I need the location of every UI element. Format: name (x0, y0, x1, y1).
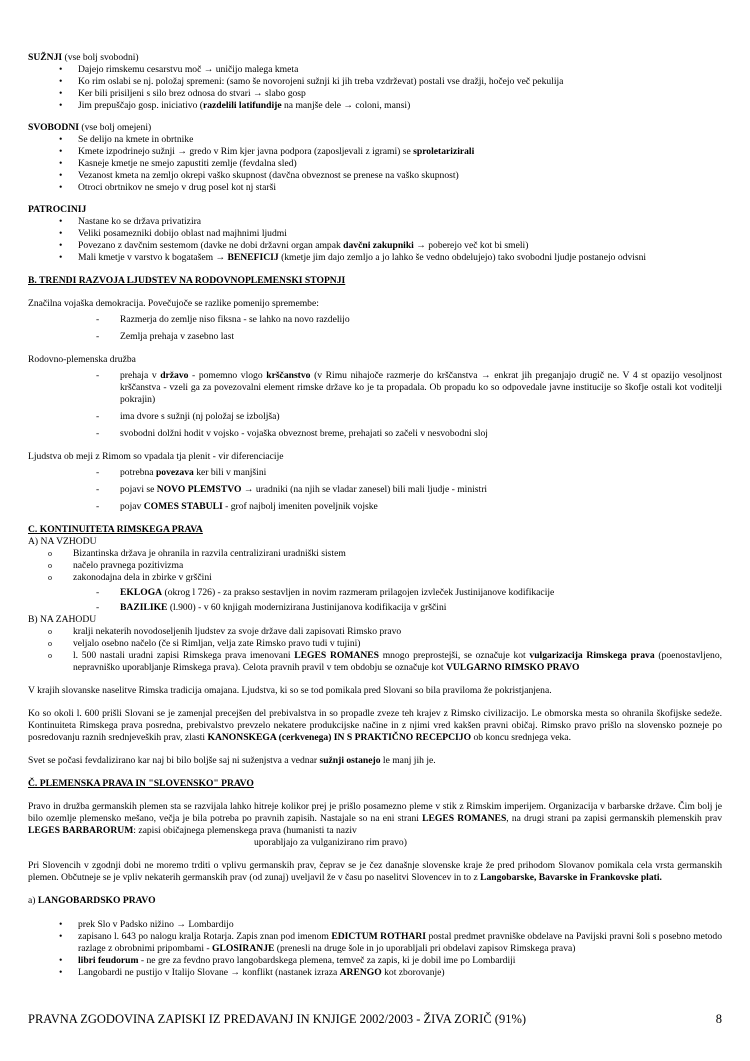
list-item (28, 501, 722, 513)
bold-text: Langobarske, Bavarske in Frankovske plati. (480, 872, 662, 883)
list-item (28, 931, 722, 955)
bullet-icon: • (59, 240, 63, 251)
text: A) NA VZHODU (28, 536, 97, 547)
list-item (28, 650, 722, 674)
bold-text: PATROCINIJ (28, 204, 87, 215)
text: (v Rimu nihajoče razmerje do krščanstva → enkrat jih preganjajo drugič ne. V 4 st opazijo vesoljnost krščanstva - vzeli ga za povezovalni element rimske države ko je ta propadala. Ob propadu ko so odpovedale javne institucije so škofje ostali kot voditelji pokrajin) (120, 370, 722, 405)
list-item (28, 216, 722, 228)
text: Veliki posamezniki dobijo oblast nad majhnimi ljudmi (78, 228, 287, 239)
list-item (28, 638, 722, 650)
text: → poberejo več kot bi smeli) (413, 240, 529, 251)
text: (vse bolj omejeni) (79, 122, 152, 133)
text: Kasneje kmetje ne smejo zapustiti zemlje (fevdalna sled) (78, 158, 297, 169)
bold-text: povezava (155, 467, 194, 478)
bold-text: sužnji ostanejo (319, 755, 381, 766)
paragraph (28, 354, 722, 366)
text: Ko so okoli l. 600 prišli Slovani se je zamenjal precejšen del prebivalstva in so propadle zveze teh krajev z Rimsko civilizacijo. Le obmorska mesta so ohranila škofijske sedeže. Kontinuiteta Rimskega prava posredna, prebivalstvo prevzelo nekatere produkcijske načine in z njimi vred kakšen pravni običaj. Rimsko pravo prišlo na slovensko pozneje po posredovanju raznih srednjeveških prav, zlasti (28, 708, 722, 743)
list-item (28, 626, 722, 638)
dashe-list (28, 314, 722, 343)
list-item (28, 134, 722, 146)
bullet-list (28, 134, 722, 194)
text: - pomemno vlogo (188, 370, 267, 381)
text: Langobardi ne pustijo v Italijo Slovane → konflikt (nastanek izraza (78, 967, 340, 978)
list-item (28, 88, 722, 100)
circle-bullet-icon: o (48, 549, 52, 558)
text: ima dvore s sužnji (nj položaj se izboljša) (120, 411, 280, 422)
text: Nastane ko se država privatizira (78, 216, 202, 227)
text: kot zborovanje) (381, 967, 445, 978)
bold-text: GLOSIRANJE (212, 943, 275, 954)
text: Razmerja do zemlje niso fiksna - se lahko na novo razdelijo (120, 314, 350, 325)
list-item (28, 314, 722, 326)
bold-text: davčni zakupniki (343, 240, 414, 251)
list-item (28, 411, 722, 423)
text: B. TRENDI RAZVOJA LJUDSTEV NA RODOVNOPLEMENSKI STOPNJI (28, 275, 346, 286)
text: Ker bili prisiljeni s silo brez odnosa do stvari → slabo gosp (78, 88, 306, 99)
text: ob koncu srednjega veka. (471, 732, 571, 743)
bold-text: LEGES ROMANES (422, 813, 507, 824)
text: Zemlja prehaja v zasebno last (120, 331, 235, 342)
circle-bullet-icon: o (48, 627, 52, 636)
list-item (28, 64, 722, 76)
section-title (28, 275, 722, 287)
bullet-icon: • (59, 931, 63, 942)
bullet-icon: • (59, 182, 63, 193)
text: Bizantinska država je ohranila in razvila centralizirani uradniški sistem (73, 548, 346, 559)
text: B) NA ZAHODU (28, 614, 97, 625)
bullet-list (28, 919, 722, 979)
text: a) (28, 895, 38, 906)
list-item (28, 484, 722, 496)
section-heading (28, 52, 722, 64)
list-item (28, 560, 722, 572)
text: Č. PLEMENSKA PRAVA IN "SLOVENSKO" PRAVO (28, 778, 254, 789)
section-title (28, 524, 722, 536)
bold-text: razdelili latifundije (202, 100, 282, 111)
text: : zapisi običajnega plemenskega prava (humanisti ta naziv (133, 825, 357, 836)
bullet-icon: • (59, 170, 63, 181)
subsection-label (28, 614, 722, 626)
section-heading (28, 204, 722, 216)
bold-text: vulgarizacija Rimskega prava (529, 650, 655, 661)
list-item (28, 548, 722, 560)
text: Otroci obrtnikov ne smejo v drug posel kot nj starši (78, 182, 276, 193)
text: pojavi se (120, 484, 157, 495)
list-item (28, 955, 722, 967)
dash-marker-icon: - (96, 370, 100, 381)
bullet-icon: • (59, 955, 63, 966)
dash-marker-icon: - (96, 484, 100, 495)
bullet-icon: • (59, 88, 63, 99)
list-item (28, 100, 722, 112)
dash-marker-icon: - (96, 467, 100, 478)
bold-text: EDICTUM ROTHARI (331, 931, 427, 942)
list-item (28, 252, 722, 264)
bullet-icon: • (59, 216, 63, 227)
bold-text: krščanstvo (266, 370, 311, 381)
text: svobodni dolžni hodit v vojsko - vojaška obveznost breme, prehajati so začeli v nesvobodni sloj (120, 428, 488, 439)
dashe-list (28, 370, 722, 440)
text: , na drugi strani pa zapisi germanskih plemenskih prav (506, 813, 722, 824)
bullet-icon: • (59, 252, 63, 263)
page-footer (28, 1012, 722, 1026)
circle-bullet-icon: o (48, 573, 52, 582)
bullet-icon: • (59, 146, 63, 157)
text: Značilna vojaška demokracija. Povečujoče se razlike pomenijo spremembe: (28, 298, 319, 309)
dashe-list (28, 467, 722, 513)
text: (vse bolj svobodni) (62, 52, 139, 63)
text: potrebna (120, 467, 156, 478)
list-item (28, 967, 722, 979)
dash-marker-icon: - (96, 314, 100, 325)
bullet-icon: • (59, 158, 63, 169)
text: (poenostavljeno, nepravniško uporabljanje Rimskega prava). Celota pravnih pravil v tem obdobju se označuje kot (73, 650, 723, 673)
circle-bullet-icon: o (48, 639, 52, 648)
text: uporabljajo za vulganizirano rim pravo) (254, 837, 407, 848)
dash-marker-icon: - (96, 501, 100, 512)
text: Ljudstva ob meji z Rimom so vpadala tja plenit - vir diferenciacije (28, 451, 284, 462)
paragraph (28, 298, 722, 310)
bold-text: COMES STABULI (143, 501, 223, 512)
text: Kmete izpodrinejo sužnji → gredo v Rim kjer javna podpora (zaposljevali z igrami) se (78, 146, 414, 157)
list-item (28, 370, 722, 406)
text: postal predmet pravniške obdelave na Pavijski pravni šoli s posebno metodo razlage z obrobnimi pripombami - (78, 931, 722, 954)
text: Se delijo na kmete in obrtnike (78, 134, 194, 145)
page-number: 8 (715, 1012, 722, 1026)
bold-text: LEGES ROMANES (294, 650, 379, 661)
text: V krajih slovanske naselitve Rimska tradicija omajana. Ljudstva, ki so se tod pomikala pred Slovani so bila praviloma že pokristjanjena. (28, 685, 552, 696)
bold-text: KANONSKEGA (cerkvenega) IN S PRAKTIČNO RECEPCIJO (207, 732, 472, 743)
paragraph (28, 860, 722, 884)
bold-text: državo (160, 370, 189, 381)
text: Svet se počasi fevdalizirano kar naj bi bilo boljše saj ni suženjstva a vednar (28, 755, 320, 766)
text: prehaja v (120, 370, 161, 381)
text: Dajejo rimskemu cesarstvu moč → uničijo malega kmeta (78, 64, 299, 75)
circle-list (28, 626, 722, 674)
section-title (28, 778, 722, 790)
text: Jim prepuščajo gosp. iniciativo ( (78, 100, 203, 111)
bullet-list (28, 64, 722, 112)
text: na manjše dele → coloni, mansi) (281, 100, 411, 111)
text: → uradniki (na njih se vladar zanesel) bili mali ljudje - ministri (241, 484, 488, 495)
paragraph (28, 451, 722, 463)
bold-text: VULGARNO RIMSKO PRAVO (446, 662, 580, 673)
text: pojav (120, 501, 144, 512)
list-item (28, 602, 722, 614)
footer-title: PRAVNA ZGODOVINA ZAPISKI IZ PREDAVANJ IN KNJIGE 2002/2003 - ŽIVA ZORIČ (91%) (28, 1012, 527, 1026)
text: l. 500 nastali uradni zapisi Rimskega prava imenovani (73, 650, 295, 661)
list-item (28, 467, 722, 479)
text: C. KONTINUITETA RIMSKEGA PRAVA (28, 524, 203, 535)
text: ker bili v manjšini (193, 467, 267, 478)
list-item (28, 428, 722, 440)
text: mnogo preprostejši, se označuje kot (379, 650, 530, 661)
dash-marker-icon: - (96, 587, 100, 598)
text: prek Slo v Padsko nižino → Lombardijo (78, 919, 234, 930)
circle-bullet-icon: o (48, 561, 52, 570)
list-item (28, 76, 722, 88)
text: zakonodajna dela in zbirke v grščini (73, 572, 212, 583)
document-body (28, 52, 722, 979)
text: (l.900) - v 60 knjigah modernizirana Justinijanova kodifikacija v grščini (167, 602, 447, 613)
bullet-icon: • (59, 919, 63, 930)
bold-text: SVOBODNI (28, 122, 79, 133)
paragraph (28, 708, 722, 744)
bold-text: sproletarizirali (413, 146, 475, 157)
list-item (28, 228, 722, 240)
bold-text: NOVO PLEMSTVO (156, 484, 242, 495)
text: Rodovno-plemenska družba (28, 354, 136, 365)
bold-text: EKLOGA (120, 587, 163, 598)
dash-marker-icon: - (96, 331, 100, 342)
text: zapisano l. 643 po nalogu kralja Rotarja. Zapis znan pod imenom (78, 931, 332, 942)
text: Vezanost kmeta na zemljo okrepi vaško skupnost (davčna obveznost se prenese na vaško skupnost) (78, 170, 459, 181)
section-heading (28, 122, 722, 134)
bullet-icon: • (59, 228, 63, 239)
list-item (28, 146, 722, 158)
bold-text: LANGOBARDSKO PRAVO (37, 895, 156, 906)
circle-list (28, 548, 722, 584)
bold-text: LEGES BARBARORUM (28, 825, 134, 836)
text: Povezano z davčnim sestemom (davke ne dobi državni organ ampak (78, 240, 344, 251)
dashe-list (28, 587, 722, 614)
list-item (28, 919, 722, 931)
circle-bullet-icon: o (48, 651, 52, 660)
text: Ko rim oslabi se nj. položaj spremeni: (samo še novorojeni sužnji ki jih treba vzdrževat) postali vse dražji, hočejo več pekulija (78, 76, 564, 87)
paragraph-continuation (28, 837, 722, 849)
paragraph (28, 755, 722, 767)
bold-text: BENEFICIJ (227, 252, 279, 263)
list-item (28, 240, 722, 252)
paragraph (28, 895, 722, 907)
paragraph (28, 801, 722, 837)
bullet-icon: • (59, 134, 63, 145)
bold-text: SUŽNJI (28, 52, 63, 63)
text: (okrog l 726) - za prakso sestavljen in novim razmeram prilagojen izvleček Justinijanove kodifikacije (162, 587, 555, 598)
text: - ne gre za fevdno pravo langobardskega plemena, temveč za zapis, ki je dobil ime po Lombardiji (138, 955, 516, 966)
dash-marker-icon: - (96, 411, 100, 422)
list-item (28, 331, 722, 343)
bold-text: libri feudorum (78, 955, 139, 966)
bold-text: BAZILIKE (120, 602, 168, 613)
text: Pri Slovencih v zgodnji dobi ne moremo trditi o vplivu germanskih prav, čeprav se je čez današnje slovenske kraje že pred prihodom Slovanov pomikala cela vrsta germanskih plemen. Občutneje se je vpliv nekaterih germanskih prav (od zunaj) uveljavil že v času po naselitvi Slovencev in to z (28, 860, 722, 883)
paragraph (28, 685, 722, 697)
list-item (28, 182, 722, 194)
text: veljalo osebno načelo (če si Rimljan, velja zate Rimsko pravo tudi v tujini) (73, 638, 361, 649)
bold-text: ARENGO (339, 967, 382, 978)
text: (kmetje jim dajo zemljo a jo lahko še vedno obdelujejo) tako svobodni ljudje postanejo odvisni (278, 252, 647, 263)
text: kralji nekaterih novodoseljenih ljudstev za svoje države dali zapisovati Rimsko pravo (73, 626, 402, 637)
text: Pravo in družba germanskih plemen sta se razvijala lahko hitreje kolikor prej je prišlo posamezno pleme v stik z Rimskim imperijem. Organizacija v barbarske države. Čim bolj je bilo ozemlje plemensko mešano, večja je bila potreba po pravnih zapisih. Nastajale so na eni strani (28, 801, 722, 824)
subsection-label (28, 536, 722, 548)
bullet-icon: • (59, 64, 63, 75)
text: (prenesli na druge šole in jo uporabljali pri obdelavi zapisov Rimskega prava) (274, 943, 576, 954)
text: načelo pravnega pozitivizma (73, 560, 184, 571)
bullet-icon: • (59, 76, 63, 87)
list-item (28, 572, 722, 584)
bullet-list (28, 216, 722, 264)
list-item (28, 158, 722, 170)
list-item (28, 587, 722, 599)
list-item (28, 170, 722, 182)
dash-marker-icon: - (96, 602, 100, 613)
bullet-icon: • (59, 100, 63, 111)
text: le manj jih je. (380, 755, 436, 766)
text: Mali kmetje v varstvo k bogatašem → (78, 252, 228, 263)
text: - grof najbolj imeniten poveljnik vojske (222, 501, 378, 512)
dash-marker-icon: - (96, 428, 100, 439)
bullet-icon: • (59, 967, 63, 978)
